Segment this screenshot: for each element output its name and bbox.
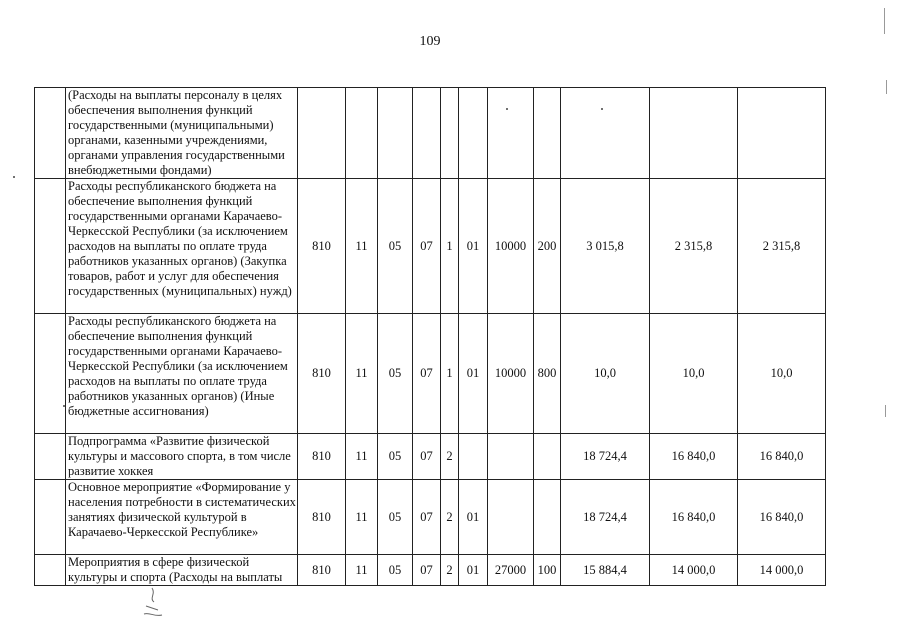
amount-year-3-cell: 14 000,0	[738, 555, 826, 586]
scan-dot	[506, 108, 508, 110]
code-subprogram-cell: 2	[441, 555, 459, 586]
scan-edge-mark	[886, 80, 887, 94]
amount-year-2-cell: 16 840,0	[650, 480, 738, 555]
scan-edge-mark	[885, 405, 886, 417]
code-subsection-cell: 05	[378, 179, 413, 314]
code-direction-cell	[488, 434, 534, 480]
amount-year-2-cell: 14 000,0	[650, 555, 738, 586]
code-event-cell: 01	[459, 314, 488, 434]
amount-year-1-cell: 10,0	[561, 314, 650, 434]
amount-year-2-cell: 2 315,8	[650, 179, 738, 314]
code-section-cell	[346, 88, 378, 179]
table-row	[35, 480, 826, 555]
code-subprogram-cell: 2	[441, 434, 459, 480]
code-section-cell: 11	[346, 480, 378, 555]
amount-year-1-cell: 3 015,8	[561, 179, 650, 314]
code-program-cell: 07	[413, 314, 441, 434]
row-number-cell	[35, 179, 66, 314]
code-admin-cell	[298, 88, 346, 179]
expense-name-cell: Основное мероприятие «Формирование у населения потребности в систематических занятиях физической культурой в Карачаево-Черкесской Республике»	[66, 480, 298, 555]
code-program-cell: 07	[413, 179, 441, 314]
code-admin-cell: 810	[298, 434, 346, 480]
code-section-cell: 11	[346, 314, 378, 434]
code-section-cell: 11	[346, 434, 378, 480]
code-direction-cell: 27000	[488, 555, 534, 586]
table-row	[35, 88, 826, 179]
code-subsection-cell: 05	[378, 480, 413, 555]
code-subprogram-cell	[441, 88, 459, 179]
amount-year-2-cell: 16 840,0	[650, 434, 738, 480]
code-admin-cell: 810	[298, 179, 346, 314]
amount-year-3-cell: 2 315,8	[738, 179, 826, 314]
code-event-cell: 01	[459, 480, 488, 555]
code-expense-type-cell	[534, 480, 561, 555]
scan-dot	[13, 176, 15, 178]
page-number: 109	[419, 34, 441, 49]
code-expense-type-cell	[534, 434, 561, 480]
code-program-cell: 07	[413, 434, 441, 480]
code-subprogram-cell: 1	[441, 314, 459, 434]
expense-name-cell: (Расходы на выплаты персоналу в целях обеспечения выполнения функций государственными (муниципальными) органами, казенными учреждениями, органами управления государственными внебюджетными фондами)	[66, 88, 298, 179]
code-subsection-cell: 05	[378, 555, 413, 586]
expense-name-cell: Подпрограмма «Развитие физической культуры и массового спорта, в том числе развитие хоккея	[66, 434, 298, 480]
code-direction-cell	[488, 88, 534, 179]
row-number-cell	[35, 555, 66, 586]
code-program-cell: 07	[413, 555, 441, 586]
amount-year-3-cell	[738, 88, 826, 179]
row-number-cell	[35, 88, 66, 179]
amount-year-3-cell: 16 840,0	[738, 434, 826, 480]
amount-year-1-cell: 18 724,4	[561, 480, 650, 555]
code-expense-type-cell: 100	[534, 555, 561, 586]
expense-name-cell: Мероприятия в сфере физической культуры и спорта (Расходы на выплаты	[66, 555, 298, 586]
code-admin-cell: 810	[298, 555, 346, 586]
code-event-cell: 01	[459, 555, 488, 586]
code-program-cell	[413, 88, 441, 179]
handwritten-mark	[140, 586, 170, 620]
table-row	[35, 314, 826, 434]
code-section-cell: 11	[346, 179, 378, 314]
amount-year-1-cell: 18 724,4	[561, 434, 650, 480]
scan-dot	[63, 405, 65, 407]
code-event-cell	[459, 434, 488, 480]
table-row	[35, 555, 826, 586]
amount-year-1-cell	[561, 88, 650, 179]
amount-year-3-cell: 10,0	[738, 314, 826, 434]
budget-table	[34, 87, 826, 586]
code-expense-type-cell: 200	[534, 179, 561, 314]
amount-year-2-cell	[650, 88, 738, 179]
code-section-cell: 11	[346, 555, 378, 586]
code-subsection-cell	[378, 88, 413, 179]
table-row	[35, 179, 826, 314]
row-number-cell	[35, 434, 66, 480]
code-subsection-cell: 05	[378, 314, 413, 434]
scan-dot	[601, 108, 603, 110]
code-subprogram-cell: 2	[441, 480, 459, 555]
expense-name-cell: Расходы республиканского бюджета на обеспечение выполнения функций государственными органами Карачаево-Черкесской Республики (за исключением расходов на выплаты по оплате труда работников указанных органов) (Иные бюджетные ассигнования)	[66, 314, 298, 434]
amount-year-2-cell: 10,0	[650, 314, 738, 434]
code-admin-cell: 810	[298, 480, 346, 555]
code-admin-cell: 810	[298, 314, 346, 434]
table-row	[35, 434, 826, 480]
code-subsection-cell: 05	[378, 434, 413, 480]
code-expense-type-cell: 800	[534, 314, 561, 434]
code-event-cell	[459, 88, 488, 179]
code-program-cell: 07	[413, 480, 441, 555]
code-event-cell: 01	[459, 179, 488, 314]
row-number-cell	[35, 314, 66, 434]
row-number-cell	[35, 480, 66, 555]
expense-name-cell: Расходы республиканского бюджета на обеспечение выполнения функций государственными органами Карачаево-Черкесской Республики (за исключением расходов на выплаты по оплате труда работников указанных органов) (Закупка товаров, работ и услуг для обеспечения государственных (муниципальных) нужд)	[66, 179, 298, 314]
amount-year-3-cell: 16 840,0	[738, 480, 826, 555]
amount-year-1-cell: 15 884,4	[561, 555, 650, 586]
scan-edge-mark	[884, 8, 885, 34]
code-direction-cell: 10000	[488, 179, 534, 314]
code-expense-type-cell	[534, 88, 561, 179]
code-subprogram-cell: 1	[441, 179, 459, 314]
code-direction-cell: 10000	[488, 314, 534, 434]
code-direction-cell	[488, 480, 534, 555]
